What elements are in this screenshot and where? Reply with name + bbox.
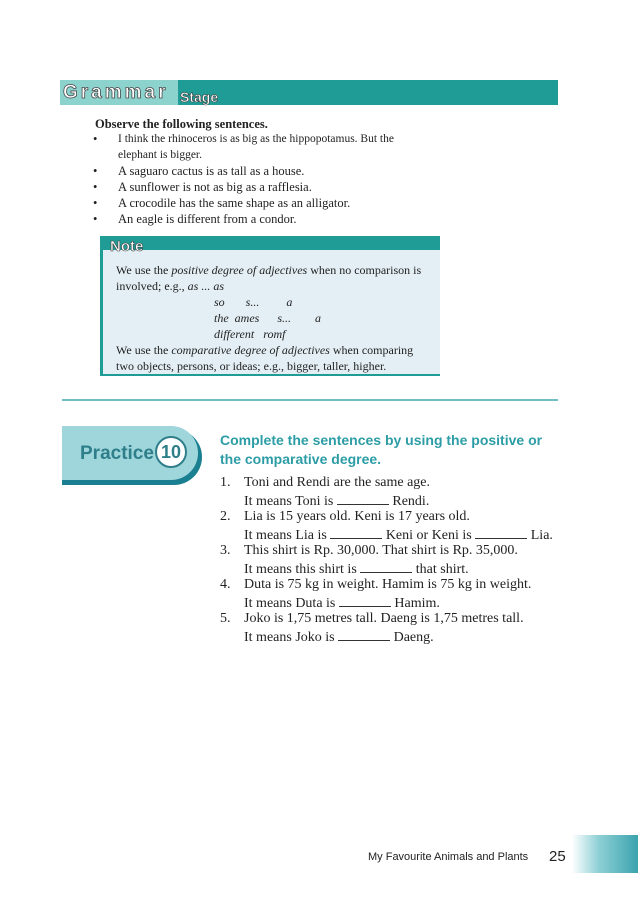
note-line: involved; e.g., as ... as (116, 279, 224, 293)
answer-blank[interactable] (337, 492, 389, 505)
answer-blank[interactable] (339, 594, 391, 607)
practice-number: 10 (155, 436, 187, 468)
bullet-text: A saguaro cactus is as tall as a house. (118, 164, 305, 178)
footer-book-title: My Favourite Animals and Plants (368, 851, 529, 863)
practice-instruction: Complete the sentences by using the positive or the comparative degree. (220, 432, 543, 467)
answer-blank[interactable] (360, 560, 412, 573)
bullet-text: I think the rhinoceros is as big as the hippopotamus. But the (118, 133, 394, 145)
bullet-item: • A saguaro cactus is as tall as a house. (93, 163, 473, 179)
footer-accent-strip (572, 835, 638, 873)
note-line: We use the positive degree of adjectives when no comparison is (116, 263, 422, 277)
answer-blank[interactable] (338, 628, 390, 641)
bullet-item: • I think the rhinoceros is as big as the hippopotamus. But the elephant is bigger. (93, 132, 394, 161)
answer-blank[interactable] (330, 526, 382, 539)
bullet-text: A crocodile has the same shape as an alligator. (118, 196, 351, 210)
note-example: the ames s... a (214, 311, 321, 325)
note-title: Note (110, 238, 144, 255)
note-header-bar (100, 236, 440, 250)
practice-label: Practice (80, 443, 154, 464)
bullet-text: An eagle is different from a condor. (118, 212, 297, 226)
section-divider (62, 399, 558, 401)
stage-subtitle: Stage (180, 89, 219, 105)
bullet-item: • A crocodile has the same shape as an alligator. (93, 195, 473, 211)
observe-heading: Observe the following sentences. (95, 117, 268, 131)
note-example: so s... a (214, 295, 293, 309)
bullet-text: elephant is bigger. (118, 149, 202, 161)
note-line: two objects, persons, or ideas; e.g., bigger, taller, higher. (116, 359, 387, 373)
grammar-title: Grammar (63, 82, 169, 103)
bullet-item: • An eagle is different from a condor. (93, 211, 473, 227)
bullet-text: A sunflower is not as big as a rafflesia. (118, 180, 312, 194)
answer-blank[interactable] (475, 526, 527, 539)
page-number: 25 (549, 848, 566, 865)
note-example: different romf (214, 327, 286, 341)
bullet-item: • A sunflower is not as big as a rafflesia. (93, 179, 473, 195)
note-line: We use the comparative degree of adjectives when comparing (116, 343, 414, 357)
